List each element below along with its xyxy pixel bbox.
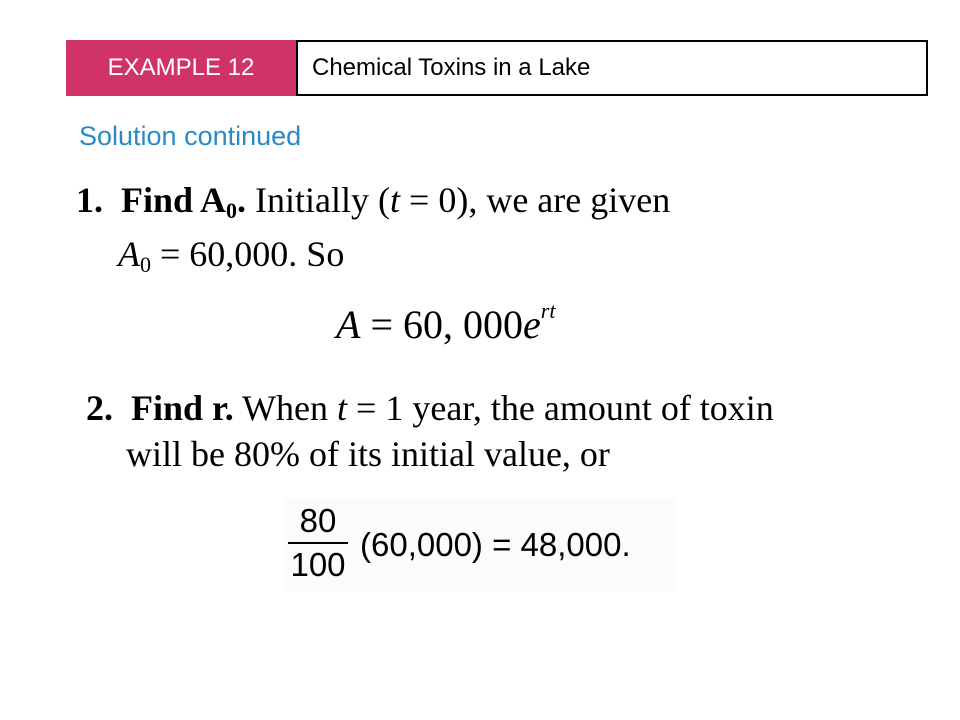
equation-2 — [284, 498, 676, 592]
step2-line1 — [86, 390, 774, 426]
step1-line2-sub: 0 — [140, 252, 151, 277]
step1-line1 — [76, 182, 670, 222]
equation-2-denominator: 100 — [290, 546, 346, 583]
step2-line2: will be 80% of its initial value, or — [126, 434, 610, 474]
step2-find-label: Find r. — [131, 388, 234, 428]
equation-1-exponent: rt — [540, 298, 556, 323]
step1-line2-var: A — [118, 234, 140, 274]
step1-line2-text: = 60,000. So — [151, 234, 345, 274]
example-title: Chemical Toxins in a Lake — [296, 40, 928, 96]
example-label: EXAMPLE 12 — [66, 40, 296, 96]
step1-find-label: Find $A_0$. — [121, 180, 247, 223]
fraction-bar — [288, 542, 348, 544]
step1-line2 — [118, 236, 344, 276]
step2-t-var: t — [337, 388, 348, 428]
step2-text-b: = 1 year, the amount of toxin — [347, 388, 774, 428]
step1-number: 1. — [76, 180, 103, 220]
equation-1-rhs: = 60, 000 — [360, 302, 523, 347]
equation-1-base: e — [523, 302, 541, 347]
step1-t-var: t — [390, 180, 401, 220]
solution-subheading: Solution continued — [79, 121, 302, 151]
step1-text-a: Initially ( — [246, 180, 391, 220]
step1-text-b: = 0), we are given — [400, 180, 671, 220]
step2-text-a: When — [233, 388, 338, 428]
equation-2-fraction — [288, 502, 348, 584]
equation-1 — [336, 298, 555, 348]
equation-1-lhs: A — [336, 302, 361, 347]
equation-2-rest: (60,000) = 48,000. — [360, 526, 631, 563]
example-header — [66, 40, 914, 96]
equation-2-numerator: 80 — [299, 502, 337, 539]
step2-number: 2. — [86, 388, 113, 428]
